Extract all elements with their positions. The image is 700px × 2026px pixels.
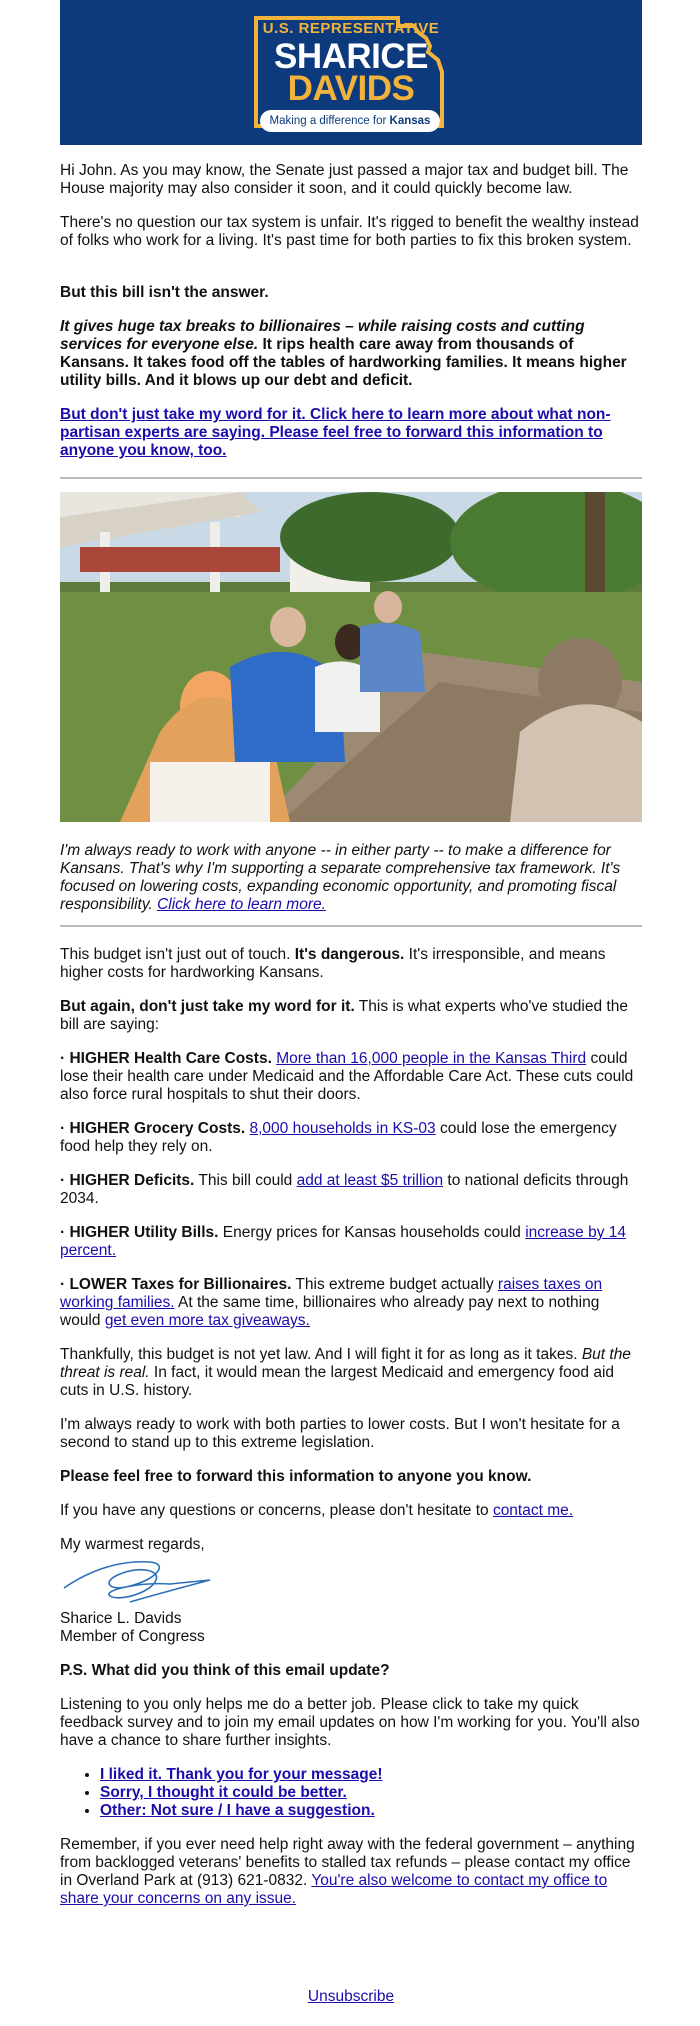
body-paragraph-contact: If you have any questions or concerns, please don't hesitate to contact me. [60, 1502, 574, 1519]
logo-line-representative: U.S. REPRESENTATIVE [262, 20, 440, 37]
list-item-billionaires: · LOWER Taxes for Billionaires. This extreme budget actually raises taxes on working families. At the same time, billionaires who already pay next to nothing would get even more tax giveaways. [60, 1276, 603, 1329]
handwritten-signature [60, 1552, 220, 1608]
list-item-deficits: · HIGHER Deficits. This bill could add at least $5 trillion to national deficits through 2034. [60, 1172, 629, 1207]
header-banner [60, 0, 642, 145]
feedback-better-link[interactable]: Sorry, I thought it could be better. [100, 1784, 347, 1801]
body-paragraph-not-law: Thankfully, this budget is not yet law. And I will fight it for as long as it takes. But the threat is real. In fact, it would mean the largest Medicaid and emergency food aid cuts in U.S. history. [60, 1346, 631, 1399]
working-families-link[interactable]: raises taxes on working families. [60, 1276, 603, 1311]
body-paragraph-both-parties: I'm always ready to work with both parties to lower costs. But I won't hesitate for a second to stand up to this extreme legislation. [60, 1416, 620, 1451]
photo-town-hall [60, 492, 642, 822]
feedback-option [100, 1784, 682, 1802]
body-paragraph-forward: Please feel free to forward this information to anyone you know. [60, 1468, 532, 1485]
divider-middle [60, 925, 642, 927]
logo-line-last-name: DAVIDS [287, 69, 415, 108]
feedback-option [100, 1802, 682, 1820]
intro-paragraph-4: It gives huge tax breaks to billionaires – while raising costs and cutting services for everyone else. It rips health care away from thousands of Kansans. It takes food off the tables of hardworking families. It means higher utility bills. And it blows up our debt and deficit. [60, 318, 627, 389]
list-item-health-care: · HIGHER Health Care Costs. More than 16,000 people in the Kansas Third could lose their health care under Medicaid and the Affordable Care Act. These cuts could also force rural hospitals to shut their doors. [60, 1050, 634, 1103]
deficits-link[interactable]: add at least $5 trillion [296, 1172, 444, 1189]
divider-top [60, 477, 642, 479]
feedback-option [100, 1766, 682, 1784]
remember-paragraph: Remember, if you ever need help right away with the federal government – anything from backlogged veterans' benefits to stalled tax refunds – please contact my office in Overland Park at (913) 621-0832. You're also welcome to contact my office to share your concerns on any issue. [60, 1836, 635, 1907]
intro-paragraph-3: But this bill isn't the answer. [60, 284, 269, 301]
footer [60, 1988, 642, 2006]
body-paragraph-experts: But again, don't just take my word for it. This is what experts who've studied the bill are saying: [60, 998, 628, 1033]
closing-line: My warmest regards, [60, 1536, 205, 1553]
list-item-grocery: · HIGHER Grocery Costs. 8,000 households in KS-03 could lose the emergency food help they rely on. [60, 1120, 617, 1155]
feedback-liked-link[interactable]: I liked it. Thank you for your message! [100, 1766, 383, 1783]
unsubscribe-link[interactable]: Unsubscribe [307, 1988, 395, 2005]
contact-me-link[interactable]: contact me. [492, 1502, 574, 1519]
photo-caption: I'm always ready to work with anyone -- in either party -- to make a difference for Kansans. That's why I'm supporting a separate comprehensive tax framework. It's focused on lowering costs, expanding economic opportunity, and promoting fiscal responsibility. Click here to learn more. [60, 842, 621, 913]
ps-heading: P.S. What did you think of this email update? [60, 1662, 390, 1679]
grocery-link[interactable]: 8,000 households in KS-03 [249, 1120, 436, 1137]
experts-link[interactable]: But don't just take my word for it. Click here to learn more about what non-partisan experts are saying. Please feel free to forward this information to anyone you know, too. [60, 406, 611, 459]
utility-link[interactable]: increase by 14 percent. [60, 1224, 627, 1259]
learn-more-link[interactable]: Click here to learn more. [157, 896, 326, 913]
ps-paragraph: Listening to you only helps me do a better job. Please click to take my quick feedback survey and to join my email updates on how I'm working for you. You'll also have a chance to share further insights. [60, 1696, 640, 1749]
signer-title: Member of Congress [60, 1628, 205, 1645]
feedback-suggestion-link[interactable]: Other: Not sure / I have a suggestion. [100, 1802, 375, 1819]
experts-link-paragraph [60, 406, 642, 460]
feedback-options-list [60, 1766, 682, 1820]
signer-name: Sharice L. Davids [60, 1610, 182, 1627]
logo-line-first-name: SHARICE [273, 37, 429, 76]
list-item-utility: · HIGHER Utility Bills. Energy prices for Kansas households could increase by 14 percent. [60, 1224, 627, 1259]
intro-paragraph-1: Hi John. As you may know, the Senate just passed a major tax and budget bill. The House majority may also consider it soon, and it could quickly become law. [60, 162, 629, 197]
contact-office-link[interactable]: You're also welcome to contact my office to share your concerns on any issue. [60, 1872, 608, 1907]
tax-giveaways-link[interactable]: get even more tax giveaways. [104, 1312, 310, 1329]
logo-tagline: Making a difference for Kansas [260, 110, 440, 132]
email-container [60, 0, 642, 2005]
health-care-link[interactable]: More than 16,000 people in the Kansas Third [276, 1050, 587, 1067]
intro-paragraph-2: There's no question our tax system is unfair. It's rigged to benefit the wealthy instead of folks who work for a living. It's past time for both parties to fix this broken system. [60, 214, 639, 249]
body-paragraph-dangerous: This budget isn't just out of touch. It's dangerous. It's irresponsible, and means higher costs for hardworking Kansans. [60, 946, 606, 981]
